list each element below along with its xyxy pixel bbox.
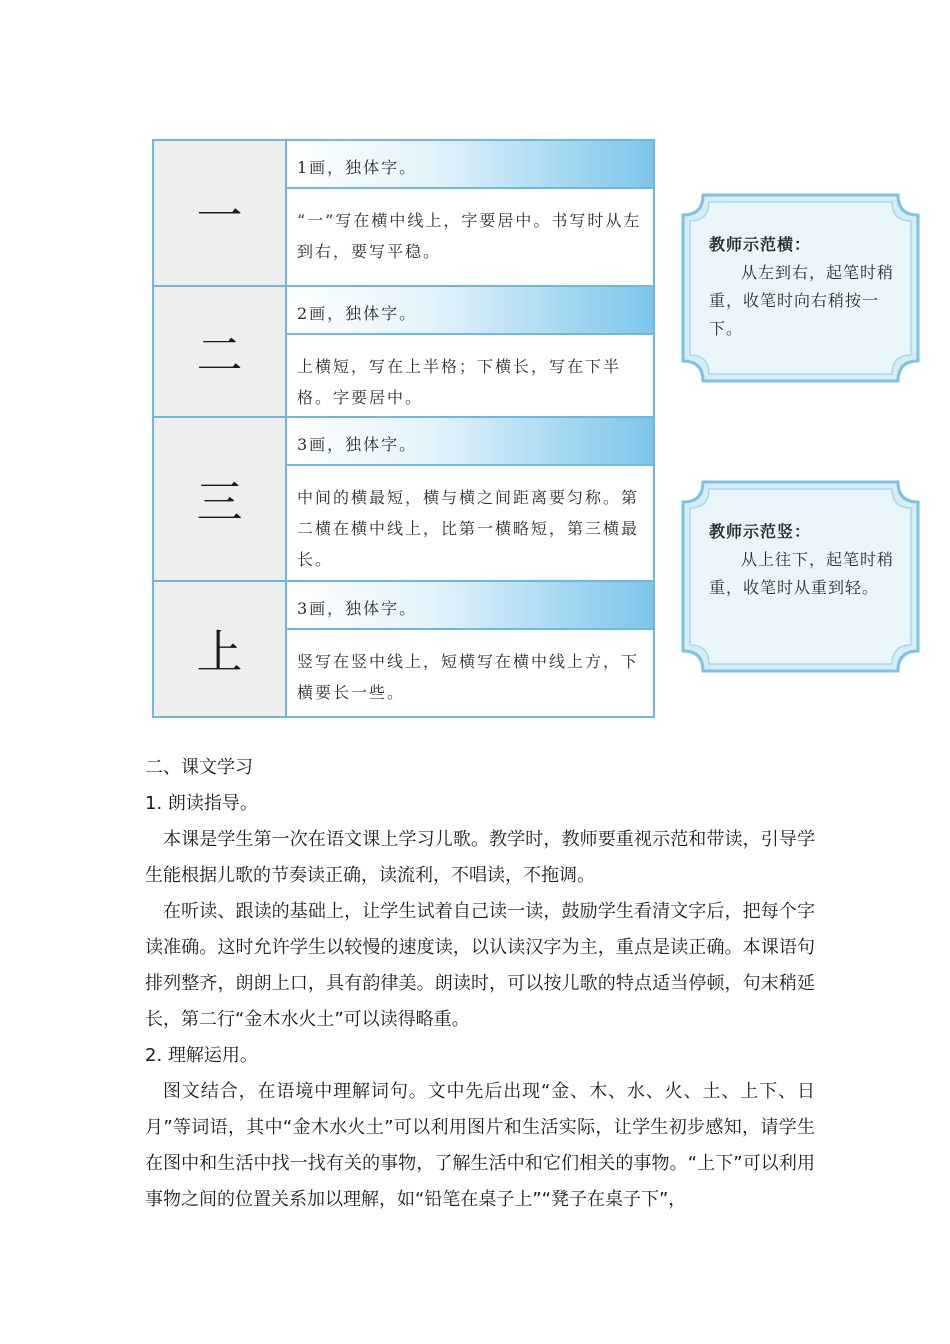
table-row — [154, 418, 653, 582]
writing-tip: 上横短，写在上半格；下横长，写在下半格。字要居中。 — [297, 357, 622, 407]
stroke-count: 2画，独体字。 — [287, 287, 653, 335]
character-cell: 上 — [154, 582, 287, 716]
stroke-count: 1画，独体字。 — [287, 141, 653, 189]
stroke-count: 3画，独体字。 — [287, 418, 653, 466]
subheading-understanding: 2. 理解运用。 — [145, 1045, 258, 1066]
stroke-table — [152, 139, 655, 718]
writing-tip: 竖写在竖中线上，短横写在横中线上方，下横要长一些。 — [297, 652, 640, 702]
note-title: 教师示范横： — [709, 235, 812, 254]
lesson-text — [145, 750, 815, 1218]
subheading-reading: 1. 朗读指导。 — [145, 793, 258, 814]
note-body: 从上往下，起笔时稍重，收笔时从重到轻。 — [709, 550, 895, 597]
note-title: 教师示范竖： — [709, 522, 812, 541]
character-cell: 三 — [154, 418, 287, 580]
character-cell: 二 — [154, 287, 287, 416]
section-heading: 二、课文学习 — [145, 757, 253, 778]
writing-tip: 中间的横最短，横与横之间距离要匀称。第二横在横中线上，比第一横略短，第三横最长。 — [297, 488, 640, 569]
stroke-count: 3画，独体字。 — [287, 582, 653, 630]
paragraph: 图文结合，在语境中理解词句。文中先后出现“金、木、水、火、土、上下、日月”等词语，其中“金木水火土”可以利用图片和生活实际，让学生初步感知，请学生在图中和生活中找一找有关的事物，了解生活中和它们相关的事物。“上下”可以利用事物之间的位置关系加以理解，如“铅笔在桌子上”“凳子在桌子下”， — [145, 1081, 815, 1210]
note-body: 从左到右，起笔时稍重，收笔时向右稍按一下。 — [709, 263, 895, 338]
table-row — [154, 141, 653, 287]
teacher-note-vertical — [681, 480, 920, 673]
table-row — [154, 582, 653, 716]
paragraph: 在听读、跟读的基础上，让学生试着自己读一读，鼓励学生看清文字后，把每个字读准确。这时允许学生以较慢的速度读，以认读汉字为主，重点是读正确。本课语句排列整齐，朗朗上口，具有韵律美。朗读时，可以按儿歌的特点适当停顿，句末稍延长，第二行“金木水火土”可以读得略重。 — [145, 901, 815, 1030]
paragraph: 本课是学生第一次在语文课上学习儿歌。教学时，教师要重视示范和带读，引导学生能根据儿歌的节奏读正确，读流利，不唱读，不拖调。 — [145, 829, 815, 886]
table-row — [154, 287, 653, 418]
character-cell: 一 — [154, 141, 287, 285]
writing-tip: “一”写在横中线上，字要居中。书写时从左到右，要写平稳。 — [297, 211, 642, 261]
teacher-note-horizontal — [681, 193, 920, 383]
